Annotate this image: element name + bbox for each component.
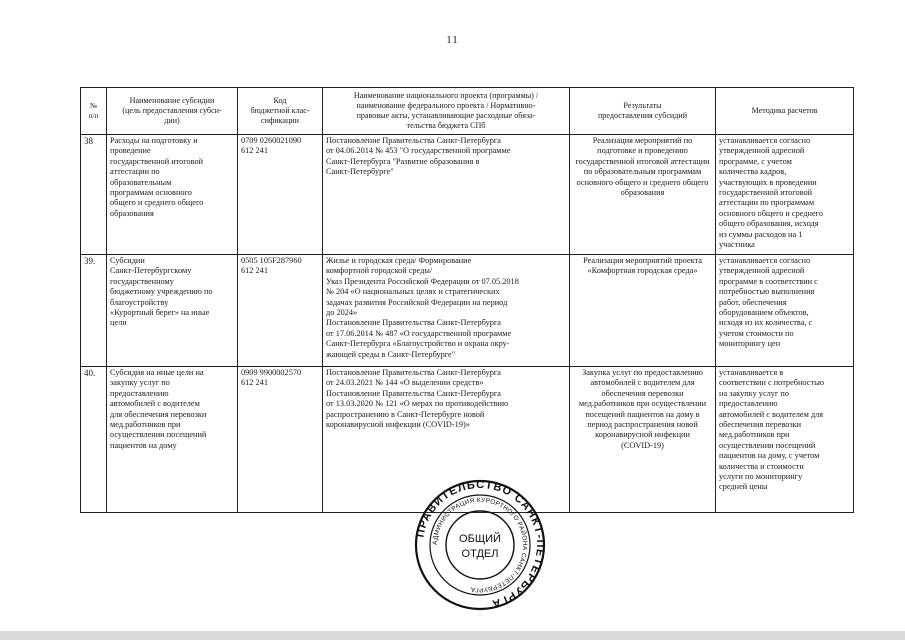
row-subsidy-name: Расходы на подготовку и проведение государственной итоговой аттестации по образовательным программам основного общего и среднего общего образования (107, 135, 238, 255)
stamp-outer-text: ПРАВИТЕЛЬСТВО САНКТ-ПЕТЕРБУРГА (414, 478, 547, 610)
subsidies-table (80, 87, 854, 513)
header-results: Результаты предоставления субсидий (570, 88, 716, 135)
row-num: 38 (81, 135, 107, 255)
row-results: Закупка услуг по предоставлению автомобилей с водителем для обеспечения перевозки мед.работников при осуществлении посещений пациентов на дому в период распространения новой коронавирусной инфекции (COVID-19) (570, 367, 716, 513)
row-project-acts: Постановление Правительства Санкт-Петербурга от 24.03.2021 № 144 «О выделении средств» Постановление Правительства Санкт-Петербурга от 13.03.2020 № 121 «О мерах по противодействию распространению в Санкт-Петербурге новой коронавирусной инфекции (COVID-19)» (323, 367, 570, 513)
scan-edge-strip (0, 631, 905, 640)
row-project-acts: Жилье и городская среда/ Формирование комфортной городской среды/ Указ Президента Российской Федерации от 07.05.2018 № 204 «О национальных целях и стратегических задачах развития Российской Федерации на период до 2024» Постановление Правительства Санкт-Петербурга от 17.06.2014 № 487 «О государственной программе Санкт-Петербурга «Благоустройство и охрана окру- жающей среды в Санкт-Петербурге" (323, 255, 570, 367)
row-budget-code: 0709 0260021090 612 241 (238, 135, 323, 255)
header-method: Методика расчетов (716, 88, 854, 135)
table-header-row (81, 88, 854, 135)
row-method: устанавливается в соответствии с потребностью на закупку услуг по предоставлению автомобилей с водителем для обеспечения перевозки мед.работников при осуществлении посещений пациентов на дому, с учетом количества и стоимости услуги по мониторингу средней цены (716, 367, 854, 513)
header-num: № п/п (81, 88, 107, 135)
row-num: 39. (81, 255, 107, 367)
header-name: Наименование субсидии (цель предоставления субси- дии) (107, 88, 238, 135)
row-results: Реализация мероприятий по подготовке и проведению государственной итоговой аттестации по образовательным программам основного общего и среднего общего образования (570, 135, 716, 255)
row-method: устанавливается согласно утвержденной адресной программе, с учетом количества кадров, участвующих в проведении государственной итоговой аттестации по программам основного общего и среднего общего образования, исходя из суммы расходов на 1 участника (716, 135, 854, 255)
row-subsidy-name: Субсидия на иные цели на закупку услуг по предоставлению автомобилей с водителем для обеспечения перевозки мед.работников при осуществлении посещений пациентов на дому (107, 367, 238, 513)
row-budget-code: 0505 105F287960 612 241 (238, 255, 323, 367)
stamp-center-line1: ОБЩИЙ (459, 533, 501, 545)
row-subsidy-name: Субсидии Санкт-Петербургскому государственному бюджетному учреждению по благоустройству «Курортный берег» на иные цели (107, 255, 238, 367)
stamp-inner-text: АДМИНИСТРАЦИЯ КУРОРТНОГО РАЙОНА САНКТ-ПЕТЕРБУРГА (431, 496, 529, 594)
row-num: 40. (81, 367, 107, 513)
row-budget-code: 0909 9900002570 612 241 (238, 367, 323, 513)
row-results: Реализация мероприятий проекта «Комфортная городская среда» (570, 255, 716, 367)
stamp-middle-ring (430, 495, 530, 595)
table-row (81, 255, 854, 367)
official-stamp (413, 478, 547, 612)
page-number: 11 (446, 34, 459, 46)
stamp-inner-ring (446, 511, 514, 579)
stamp-center-line2: ОТДЕЛ (461, 548, 499, 560)
row-project-acts: Постановление Правительства Санкт-Петербурга от 04.06.2014 № 453 "О государственной программе Санкт-Петербурга "Развитие образования в Санкт-Петербурге" (323, 135, 570, 255)
row-method: устанавливается согласно утвержденной адресной программе в соответствии с потребностью выполнения работ, обеспечения оборудованием объектов, исходя из их количества, с учетом стоимости по мониторингу цен (716, 255, 854, 367)
header-code: Код бюджетной клас- сификации (238, 88, 323, 135)
header-project: Наименование национального проекта (программы) / наименование федерального проекта / Нормативно- правовые акты, устанавливающие расходные обяза- тельства бюджета СПб (323, 88, 570, 135)
table-row (81, 135, 854, 255)
